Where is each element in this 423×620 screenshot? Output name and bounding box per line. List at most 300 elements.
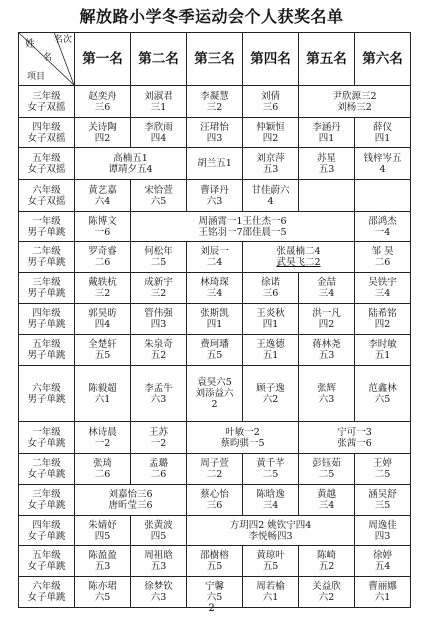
winner-cell (299, 454, 355, 485)
winner-cell (131, 422, 187, 454)
event-grade: 三年级 (32, 277, 61, 288)
event-grade: 四年级 (32, 519, 61, 531)
winner-cell (243, 335, 299, 366)
winner-class: 五4 (374, 561, 391, 572)
place-header: 第四名 (243, 33, 299, 86)
winner-cell (131, 273, 187, 304)
winner-class: 一2 (150, 437, 167, 449)
winner-class: 三4 (262, 500, 279, 511)
table-row (19, 366, 411, 422)
winner-name: 范鑫林 (368, 382, 397, 394)
winner-name: 赵奕舟 (88, 90, 117, 102)
winner-name: 王婷 (372, 458, 392, 469)
winner-name: 黄越 (316, 489, 336, 500)
winner-cell (75, 546, 131, 577)
winner-cell (131, 454, 187, 485)
winner-name: 蒋林尧 (312, 339, 341, 350)
winner-name: 张茜一6 (337, 437, 372, 449)
winner-name: 邵鸿杰 (368, 215, 397, 227)
winner-class: 四4 (150, 132, 167, 144)
winner-name: 胡兰五1 (197, 158, 232, 169)
event-type: 男子单跳 (27, 393, 66, 405)
table-row (19, 485, 411, 516)
winner-class: 五1 (374, 350, 391, 361)
winner-cell (355, 304, 411, 335)
event-type: 女子单跳 (27, 500, 66, 511)
table-row (19, 86, 411, 118)
winner-cell (75, 212, 131, 242)
winner-cell (243, 454, 299, 485)
winner-class: 六1 (374, 592, 391, 603)
winner-cell (75, 422, 131, 454)
winner-name: 叶敏一2 (225, 426, 260, 438)
winner-class: 三6 (206, 500, 223, 511)
winner-name: 谭靖夕五4 (108, 163, 153, 175)
winner-name: 李时敏 (368, 339, 397, 350)
event-type: 女子双摇 (27, 163, 66, 175)
winner-cell (131, 86, 187, 118)
winner-name: 吴铁宇 (368, 277, 397, 288)
winner-class: 三6 (262, 288, 279, 299)
winner-name: 王铭羽一7邵佳晨一5 (198, 226, 287, 238)
table-row (19, 335, 411, 366)
winner-class: 一4 (374, 226, 391, 238)
winner-name: 苏星 (316, 152, 336, 164)
winner-cell (187, 273, 243, 304)
event-grade: 三年级 (32, 489, 61, 500)
event-grade: 六年级 (32, 184, 61, 196)
winner-cell (187, 86, 243, 118)
winner-name: 刘添益六 (195, 388, 234, 399)
winner-class: 二6 (374, 257, 391, 268)
winner-cell (75, 335, 131, 366)
event-type: 男子单跳 (27, 226, 66, 238)
event-grade: 四年级 (32, 308, 61, 319)
winner-name: 陈毅超 (88, 382, 117, 394)
winner-name: 张黄波 (144, 519, 173, 531)
winner-name: 陈盈盈 (88, 550, 117, 561)
winner-cell (131, 212, 355, 242)
event-grade: 二年级 (32, 246, 61, 257)
winner-name: 宋恰萱 (144, 184, 173, 196)
event-grade: 三年级 (32, 90, 61, 102)
winner-cell (131, 335, 187, 366)
winner-name: 朱婧妤 (88, 519, 117, 531)
winner-cell (299, 366, 355, 422)
winner-name: 李凝慧 (200, 90, 229, 102)
winner-cell (131, 118, 187, 148)
winner-name: 王炎秋 (256, 308, 285, 319)
winner-name: 薛仪 (372, 121, 392, 133)
table-row (19, 212, 411, 242)
winner-name: 陈晗逸 (256, 489, 285, 500)
winner-cell (75, 148, 187, 180)
event-cell (19, 516, 75, 546)
winner-cell (131, 242, 187, 273)
table-row (19, 180, 411, 212)
winner-class: 二5 (150, 257, 167, 268)
winner-name: 关诗陶 (88, 121, 117, 133)
winner-name: 黄艺嘉 (88, 184, 117, 196)
winner-cell (131, 516, 187, 546)
winner-name: 陈亦珺 (88, 581, 117, 592)
winner-class: 三4 (318, 288, 335, 299)
corner-name-label: 姓 (25, 39, 35, 50)
winner-name: 刘京萍 (256, 152, 285, 164)
page-title: 解放路小学冬季运动会个人获奖名单 (79, 7, 344, 26)
winner-cell (131, 180, 187, 212)
winner-cell (187, 485, 243, 516)
winner-cell (243, 485, 299, 516)
winner-class: 三4 (206, 288, 223, 299)
winner-name: 刘辰一 (200, 246, 229, 257)
winner-cell (75, 118, 131, 148)
event-cell (19, 366, 75, 422)
winner-name: 徐婷 (372, 550, 392, 561)
winner-cell (187, 516, 355, 546)
winner-cell (355, 273, 411, 304)
winner-class: 四2 (94, 132, 111, 144)
winner-cell (131, 304, 187, 335)
winner-name: 周子萱 (200, 458, 229, 469)
winner-cell (355, 546, 411, 577)
winner-class: 2 (211, 399, 218, 410)
winner-class: 四4 (94, 319, 111, 330)
place-header: 第五名 (299, 33, 355, 86)
winner-class: 四1 (318, 132, 335, 144)
winner-name: 李涵丹 (312, 121, 341, 133)
header-row (19, 33, 411, 86)
winner-class: 五3 (94, 561, 111, 572)
winner-cell (355, 148, 411, 180)
winner-name: 高楠五1 (113, 152, 148, 164)
winner-name: 张晟楠二4 (276, 246, 321, 257)
winner-cell (75, 366, 131, 422)
winner-class: 4 (379, 163, 386, 175)
winner-cell (243, 180, 299, 212)
winner-name: 王苏 (148, 426, 168, 438)
winner-cell (355, 454, 411, 485)
winner-cell (355, 366, 411, 422)
event-grade: 一年级 (32, 426, 61, 438)
winner-class: 四2 (262, 132, 279, 144)
winner-cell (187, 242, 243, 273)
winner-cell (299, 86, 411, 118)
winner-name: 周涵霄一1王仕杰一6 (198, 215, 287, 227)
winner-class: 三2 (150, 288, 167, 299)
event-cell (19, 273, 75, 304)
winner-cell (187, 454, 243, 485)
winner-cell (243, 304, 299, 335)
winner-cell (243, 366, 299, 422)
event-type: 女子单跳 (27, 437, 66, 449)
winner-cell (355, 335, 411, 366)
winner-cell (75, 242, 131, 273)
winner-name: 仲颖恒 (256, 121, 285, 133)
table-row (19, 454, 411, 485)
winner-class: 五1 (262, 350, 279, 361)
winner-cell (299, 422, 411, 454)
winner-cell (299, 335, 355, 366)
winner-name: 林琦琛 (200, 277, 229, 288)
winner-class: 四1 (374, 132, 391, 144)
winner-cell (299, 118, 355, 148)
winner-class: 四1 (262, 319, 279, 330)
winner-class: 五3 (318, 350, 335, 361)
winner-cell (131, 546, 187, 577)
winner-name: 张琦 (92, 458, 112, 469)
winner-name: 彭钰茹 (312, 458, 341, 469)
event-grade: 四年级 (32, 121, 61, 133)
corner-place-label-2: 名 (43, 53, 53, 63)
winner-class: 二5 (374, 469, 391, 480)
event-grade: 六年级 (32, 382, 61, 394)
winner-cell (187, 546, 243, 577)
winner-name: 顾子逸 (256, 382, 285, 394)
winner-name: 曹译丹 (200, 184, 229, 196)
winner-name: 张辉 (316, 382, 336, 394)
winner-class: 五5 (94, 350, 111, 361)
winner-class: 三4 (374, 288, 391, 299)
winner-name: 金喆 (316, 277, 336, 288)
winner-name: 刘倩 (260, 90, 280, 102)
winner-cell (243, 86, 299, 118)
place-header: 第六名 (355, 33, 411, 86)
event-type: 女子双摇 (27, 101, 66, 113)
event-cell (19, 242, 75, 273)
empty-cell (355, 180, 411, 212)
place-header: 第一名 (75, 33, 131, 86)
winner-cell (243, 118, 299, 148)
event-cell (19, 454, 75, 485)
winner-name: 袁昊六5 (197, 377, 232, 388)
winner-name: 王逸德 (256, 339, 285, 350)
winner-name: 唐昕莹三6 (108, 500, 153, 511)
winner-cell (355, 212, 411, 242)
place-header: 第三名 (187, 33, 243, 86)
event-type: 男子单跳 (27, 288, 66, 299)
winner-name: 甘佳蔚六 (251, 184, 290, 196)
winner-class: 三6 (262, 101, 279, 113)
winner-name: 涵吴舒 (368, 489, 397, 500)
winner-class: 四5 (150, 530, 167, 542)
event-cell (19, 485, 75, 516)
event-grade: 五年级 (32, 152, 61, 164)
event-cell (19, 422, 75, 454)
winner-name: 邵樹榕 (200, 550, 229, 561)
winner-class: 五5 (262, 561, 279, 572)
event-type: 男子单跳 (27, 319, 66, 330)
event-cell (19, 118, 75, 148)
winner-class: 二5 (318, 469, 335, 480)
winner-name: 李孟牛 (144, 382, 173, 394)
corner-cell (19, 33, 75, 86)
winner-name: 成新宇 (144, 277, 173, 288)
table-row (19, 422, 411, 454)
winner-name: 刘杨三2 (337, 101, 372, 113)
winner-cell (75, 485, 187, 516)
event-type: 女子双摇 (27, 132, 66, 144)
winner-class: 四1 (206, 319, 223, 330)
table-row (19, 304, 411, 335)
winner-class: 六5 (150, 195, 167, 207)
winner-name: 周若榆 (256, 581, 285, 592)
winner-class: 一2 (94, 437, 111, 449)
winner-name: 宁可一3 (337, 426, 372, 438)
winner-name: 徐梦钦 (144, 581, 173, 592)
winner-cell (187, 304, 243, 335)
winner-class: 六3 (318, 393, 335, 405)
event-cell (19, 180, 75, 212)
winner-cell (75, 86, 131, 118)
winner-cell (299, 304, 355, 335)
event-type: 男子单跳 (27, 257, 66, 268)
winner-name: 陆希铭 (368, 308, 397, 319)
winner-class: 六3 (206, 195, 223, 207)
winner-class: 六1 (94, 393, 111, 405)
winner-class: 四3 (150, 319, 167, 330)
winner-cell (243, 242, 355, 273)
winner-class: 二2 (206, 469, 223, 480)
place-header: 第二名 (131, 33, 187, 86)
winner-class: 五2 (150, 350, 167, 361)
winner-class: 三1 (150, 101, 167, 113)
winner-class: 六3 (150, 393, 167, 405)
winner-cell (243, 148, 299, 180)
winner-name: 邹 昊 (371, 246, 394, 257)
event-cell (19, 86, 75, 118)
event-type: 女子双摇 (27, 195, 66, 207)
winner-name: 陈崎 (316, 550, 336, 561)
winner-name: 汪珺怡 (200, 121, 229, 133)
winner-name: 黄琼叶 (256, 550, 285, 561)
table-row (19, 546, 411, 577)
winner-class: 六5 (206, 592, 223, 603)
winner-class: 五2 (318, 561, 335, 572)
winner-class: 二4 (206, 257, 223, 268)
winner-class: 三4 (318, 500, 335, 511)
table-row (19, 118, 411, 148)
winner-class: 二5 (262, 469, 279, 480)
winner-cell (299, 546, 355, 577)
winner-name: 周祖晗 (144, 550, 173, 561)
winner-class: 四3 (374, 530, 391, 542)
winner-class: 五3 (262, 163, 279, 175)
winner-class: 五5 (206, 561, 223, 572)
winner-class: 六2 (262, 393, 279, 405)
winner-cell (187, 180, 243, 212)
winner-cell (187, 118, 243, 148)
winner-name: 管伟强 (144, 308, 173, 319)
winner-cell (131, 366, 187, 422)
winner-cell (75, 516, 131, 546)
winner-class: 六3 (150, 592, 167, 603)
winner-cell (355, 242, 411, 273)
winner-name: 李欣雨 (144, 121, 173, 133)
winner-name: 曹丽娜 (368, 581, 397, 592)
winner-name: 周逸佳 (368, 519, 397, 531)
winner-name: 全楚轩 (88, 339, 117, 350)
winner-name: 戴轶杭 (88, 277, 117, 288)
table-row (19, 273, 411, 304)
winner-cell (75, 454, 131, 485)
winner-cell (355, 118, 411, 148)
winner-name: 罗奇睿 (88, 246, 117, 257)
event-type: 女子单跳 (27, 530, 66, 542)
winner-cell (299, 273, 355, 304)
table-row (19, 516, 411, 546)
winner-class: 三2 (94, 288, 111, 299)
winner-name: 徐诺 (260, 277, 280, 288)
winner-cell (187, 422, 299, 454)
winner-cell (187, 148, 243, 180)
winner-cell (355, 516, 411, 546)
winner-class: 六5 (374, 393, 391, 405)
winner-class: 五3 (150, 561, 167, 572)
winner-class: 一6 (94, 226, 111, 238)
winner-name: 费珂璠 (200, 339, 229, 350)
winner-name: 朱泉奇 (144, 339, 173, 350)
winner-class: 二6 (94, 469, 111, 480)
event-grade: 一年级 (32, 215, 61, 227)
event-cell (19, 148, 75, 180)
event-type: 女子单跳 (27, 592, 66, 603)
winner-class: 二6 (94, 257, 111, 268)
winner-name: 李悦畅四3 (248, 530, 293, 542)
winner-cell (355, 485, 411, 516)
winner-class: 三5 (374, 500, 391, 511)
winner-cell (243, 273, 299, 304)
winner-cell (187, 366, 243, 422)
winner-name: 刘嘉怡三6 (108, 489, 153, 500)
winner-name: 宁馨 (204, 581, 224, 592)
empty-cell (299, 180, 355, 212)
winner-class: 4 (267, 195, 274, 207)
winner-name: 张斯凯 (200, 308, 229, 319)
winner-name: 尹欣源三2 (332, 90, 377, 102)
winner-name: 何松年 (144, 246, 173, 257)
winner-name: 方玥四2 姚钦宁四4 (229, 519, 312, 531)
winner-cell (243, 546, 299, 577)
winner-cell (75, 180, 131, 212)
event-cell (19, 546, 75, 577)
winner-class: 六2 (318, 592, 335, 603)
winner-class: 四2 (374, 319, 391, 330)
winner-name: 黄千芊 (256, 458, 285, 469)
winner-name: 蔡心怡 (200, 489, 229, 500)
winner-class: 四5 (94, 530, 111, 542)
event-grade: 五年级 (32, 339, 61, 350)
table-row (19, 242, 411, 273)
award-table (18, 32, 411, 608)
winner-name: 刘淑君 (144, 90, 173, 102)
winner-class: 六5 (94, 592, 111, 603)
winner-name: 蔡昀骐一5 (220, 437, 265, 449)
winner-name: 孟璐 (148, 458, 168, 469)
winner-class: 六4 (94, 195, 111, 207)
winner-name: 林诗晨 (88, 426, 117, 438)
winner-class: 三2 (206, 101, 223, 113)
event-cell (19, 212, 75, 242)
winner-class: 五5 (206, 350, 223, 361)
winner-name: 钱梓岑五 (363, 152, 402, 164)
event-grade: 二年级 (32, 458, 61, 469)
table-row (19, 148, 411, 180)
winner-cell (75, 304, 131, 335)
winner-name: 武昊飞二2 (276, 257, 321, 268)
winner-class: 二6 (150, 469, 167, 480)
corner-place-label: 名次 (53, 35, 72, 45)
